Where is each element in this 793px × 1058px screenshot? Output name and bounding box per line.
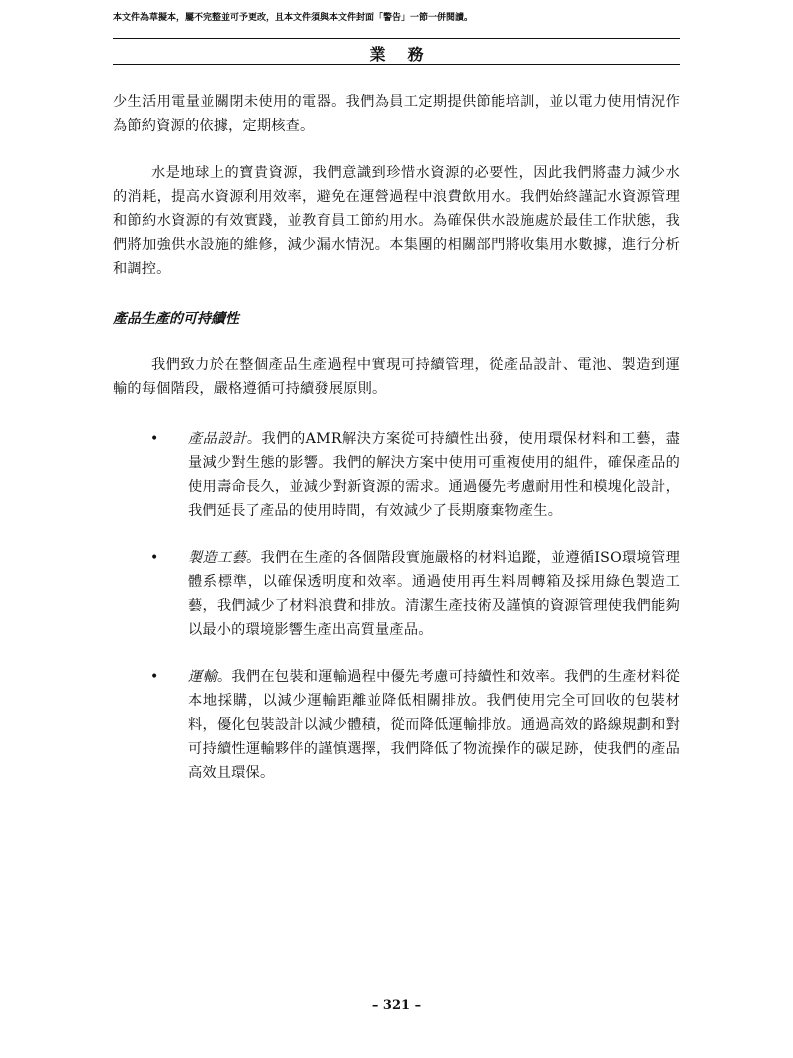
bullet-term: 運輸 [188,669,217,685]
section-title: 業務 [369,45,446,64]
bullet-marker: • [150,550,159,566]
bullet-description: 。我們在包裝和運輸過程中優先考慮可持續性和效率。我們的生產材料從本地採購，以減少運輸距離並降低相關排放。我們使用完全可回收的包裝材料，優化包裝設計以減少體積，從而降低運輸排放。通過高效的路線規劃和對可持續性運輸夥伴的謹慎選擇，我們降低了物流操作的碳足跡，使我們的產品高效且環保。 [188,669,680,781]
subsection-heading: 產品生產的可持續性 [113,311,239,327]
bullet-body [188,665,680,785]
bullet-body [188,546,680,642]
bullet-term: 產品設計 [188,431,247,447]
bullet-term: 製造工藝 [188,550,247,566]
paragraph-water: 水是地球上的寶貴資源，我們意識到珍惜水資源的必要性，因此我們將盡力減少水的消耗，提高水資源利用效率，避免在運營過程中浪費飲用水。我們始終謹記水資源管理和節約水資源的有效實踐，並教育員工節約用水。為確保供水設施處於最佳工作狀態，我們將加強供水設施的維修，減少漏水情況。本集團的相關部門將收集用水數據，進行分析和調控。 [113,165,680,277]
bullet-description: 。我們的AMR解決方案從可持續性出發，使用環保材料和工藝，盡量減少對生態的影響。我們的解決方案中使用可重複使用的組件，確保產品的使用壽命長久，並減少對新資源的需求。通過優先考慮耐用性和模塊化設計，我們延長了產品的使用時間，有效減少了長期廢棄物產生。 [188,431,680,519]
draft-disclaimer: 本文件為草擬本，屬不完整並可予更改，且本文件須與本文件封面「警告」一節一併閱讀。 [113,13,474,23]
paragraph-production-intro: 我們致力於在整個產品生產過程中實現可持續管理，從產品設計、電池、製造到運輸的每個階段，嚴格遵循可持續發展原則。 [113,357,680,397]
bullet-body [188,427,680,523]
page-number: – 321 – [371,998,422,1013]
header-rule-top [113,38,680,39]
paragraph-energy: 少生活用電量並關閉未使用的電器。我們為員工定期提供節能培訓，並以電力使用情況作為節約資源的依據，定期核查。 [113,94,680,134]
bullet-description: 。我們在生產的各個階段實施嚴格的材料追蹤，並遵循ISO環境管理體系標準，以確保透明度和效率。通過使用再生料周轉箱及採用綠色製造工藝，我們減少了材料浪費和排放。清潔生產技術及謹慎的資源管理使我們能夠以最小的環境影響生產出高質量產品。 [188,550,680,638]
bullet-marker: • [150,669,159,685]
bullet-marker: • [150,431,159,447]
header-rule-bottom [113,64,680,65]
